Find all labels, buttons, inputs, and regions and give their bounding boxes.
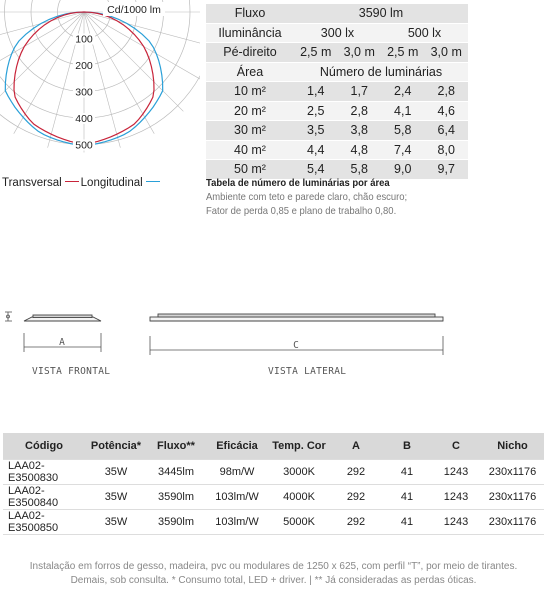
count-cell: 5,4 [294, 160, 338, 179]
col-header: C [431, 433, 481, 460]
col-header: Código [3, 433, 85, 460]
cell-power: 35W [85, 510, 147, 535]
count-cell: 7,4 [381, 140, 425, 160]
lux-table-caption [206, 176, 430, 218]
cell-flux: 3445lm [147, 460, 205, 485]
count-cell: 2,8 [424, 82, 468, 102]
polar-diagram [0, 0, 200, 176]
polar-unit-label: Cd/1000 lm [107, 4, 161, 16]
polar-ring-label: 200 [75, 60, 93, 72]
cell-niche: 230x1176 [481, 460, 544, 485]
illuminance-label: Iluminância [206, 23, 294, 43]
count-cell: 4,6 [424, 101, 468, 121]
footnote-line: Demais, sob consulta. * Consumo total, LED + driver. | ** Já consideradas as perdas óticas. [70, 575, 477, 586]
lux-300-label: 300 lx [294, 23, 381, 43]
footnote-line: Instalação em forros de gesso, madeira, pvc ou modulares de 1250 x 625, com perfil “T”, por meio de tirantes. [29, 561, 518, 572]
caption-line: Fator de perda 0,85 e plano de trabalho 0,80. [206, 205, 397, 217]
specs-header-row [3, 433, 544, 460]
cell-niche: 230x1176 [481, 485, 544, 510]
count-cell: 5,8 [337, 160, 381, 179]
front-view-label: VISTA FRONTAL [32, 366, 111, 377]
col-header: Nicho [481, 433, 544, 460]
legend-longitudinal-swatch [146, 181, 160, 182]
side-view-label: VISTA LATERAL [268, 366, 347, 377]
cell-flux: 3590lm [147, 485, 205, 510]
area-cell: 50 m² [206, 160, 294, 179]
height-cell: 2,5 m [381, 43, 425, 63]
cell-c: 1243 [431, 485, 481, 510]
legend-longitudinal-label: Longitudinal [80, 177, 143, 189]
flux-label: Fluxo [206, 4, 294, 23]
polar-ring-label: 100 [75, 33, 93, 46]
table-row [206, 82, 468, 102]
caption-line: Ambiente com teto e parede claro, chão escuro; [206, 191, 408, 203]
side-view-luminaire [150, 314, 443, 321]
cell-a: 292 [329, 485, 383, 510]
area-cell: 10 m² [206, 82, 294, 102]
caption-title: Tabela de número de luminárias por área [206, 177, 390, 189]
legend-transversal-swatch [65, 181, 79, 182]
footnote [0, 560, 547, 588]
count-cell: 9,7 [424, 160, 468, 179]
count-label: Número de luminárias [294, 62, 468, 82]
specs-table [3, 433, 544, 535]
count-cell: 8,0 [424, 140, 468, 160]
col-header: Potência* [85, 433, 147, 460]
height-cell: 3,0 m [424, 43, 468, 63]
col-header: Fluxo** [147, 433, 205, 460]
count-cell: 2,5 [294, 101, 338, 121]
table-row [3, 510, 544, 535]
count-cell: 6,4 [424, 121, 468, 141]
count-cell: 1,4 [294, 82, 338, 102]
count-cell: 5,8 [381, 121, 425, 141]
area-cell: 30 m² [206, 121, 294, 141]
cell-efficacy: 103lm/W [205, 485, 269, 510]
count-cell: 4,1 [381, 101, 425, 121]
count-cell: 3,8 [337, 121, 381, 141]
col-header: A [329, 433, 383, 460]
count-cell: 4,8 [337, 140, 381, 160]
count-cell: 1,7 [337, 82, 381, 102]
count-cell: 9,0 [381, 160, 425, 179]
cell-color-temp: 4000K [269, 485, 329, 510]
table-row [3, 460, 544, 485]
cell-power: 35W [85, 460, 147, 485]
cell-power: 35W [85, 485, 147, 510]
col-header: Temp. Cor [269, 433, 329, 460]
polar-ring-label: 500 [75, 139, 93, 152]
cell-efficacy: 98m/W [205, 460, 269, 485]
cell-c: 1243 [431, 510, 481, 535]
area-cell: 40 m² [206, 140, 294, 160]
polar-grid [0, 0, 200, 176]
count-cell: 2,4 [381, 82, 425, 102]
dim-b-marker [5, 312, 12, 321]
cell-b: 41 [383, 485, 431, 510]
dim-a-label: A [59, 337, 65, 348]
legend-transversal-label: Transversal [2, 177, 62, 189]
cell-code: LAA02-E3500850 [3, 510, 85, 535]
cell-niche: 230x1176 [481, 510, 544, 535]
height-label: Pé-direito [206, 43, 294, 63]
table-row [206, 101, 468, 121]
height-cell: 3,0 m [337, 43, 381, 63]
cell-a: 292 [329, 460, 383, 485]
flux-value: 3590 lm [294, 4, 468, 23]
cell-code: LAA02-E3500830 [3, 460, 85, 485]
dim-c-label: C [293, 340, 299, 351]
lux-500-label: 500 lx [381, 23, 468, 43]
luminaire-count-table [206, 4, 468, 179]
area-cell: 20 m² [206, 101, 294, 121]
cell-color-temp: 5000K [269, 510, 329, 535]
col-header: B [383, 433, 431, 460]
table-row [206, 121, 468, 141]
cell-a: 292 [329, 510, 383, 535]
front-view-luminaire [24, 315, 101, 321]
polar-ring-label: 300 [75, 86, 93, 99]
cell-b: 41 [383, 510, 431, 535]
count-cell: 2,8 [337, 101, 381, 121]
count-cell: 3,5 [294, 121, 338, 141]
height-cell: 2,5 m [294, 43, 338, 63]
cell-code: LAA02-E3500840 [3, 485, 85, 510]
cell-efficacy: 103lm/W [205, 510, 269, 535]
cell-c: 1243 [431, 460, 481, 485]
cell-color-temp: 3000K [269, 460, 329, 485]
table-row [3, 485, 544, 510]
area-label: Área [206, 62, 294, 82]
table-row [206, 140, 468, 160]
cell-b: 41 [383, 460, 431, 485]
polar-legend [2, 177, 162, 189]
count-cell: 4,4 [294, 140, 338, 160]
polar-ring-label: 400 [75, 113, 93, 125]
col-header: Eficácia [205, 433, 269, 460]
cell-flux: 3590lm [147, 510, 205, 535]
